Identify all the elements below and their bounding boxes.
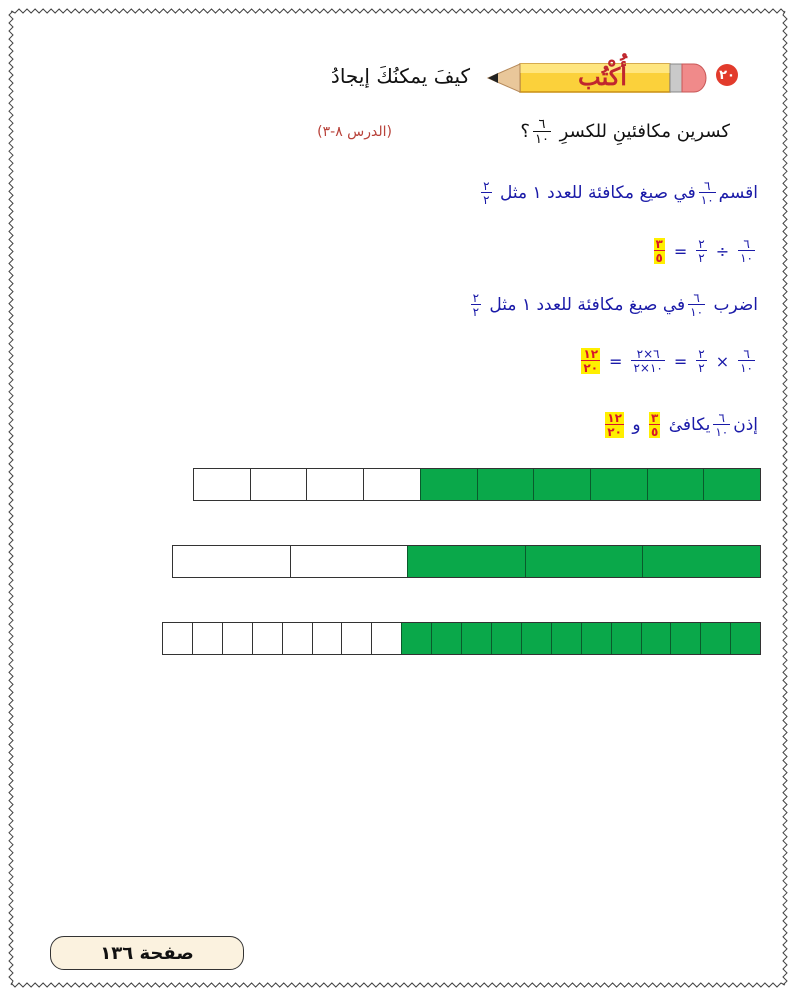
fraction-numerator: ٦ [718,411,725,425]
unshaded-part [290,546,408,577]
shaded-part [431,623,461,654]
fraction-numerator: ٦×٢ [636,347,660,361]
equivalent-fraction-1 [649,412,660,438]
unshaded-part [312,623,342,654]
question-line-1: كيفَ يمكنُكَ إيجادُ [330,64,470,88]
product-fraction [631,348,664,374]
factor-fraction [738,348,755,374]
shaded-part [521,623,551,654]
fraction-bar-twentieths [162,622,761,655]
fraction-numerator: ٢ [698,347,705,361]
unshaded-part [173,546,290,577]
question-mark: ؟ [520,121,530,142]
fraction-denominator: ٢٠ [583,361,599,375]
fraction-denominator: ٥ [650,425,659,439]
unshaded-part [282,623,312,654]
shaded-part [551,623,581,654]
unshaded-part [192,623,222,654]
shaded-part [581,623,611,654]
dividend-fraction [738,238,755,264]
fraction-numerator: ١٢ [607,411,622,425]
multiply-word: اضرب [713,295,758,315]
multiply-unit-fraction [471,292,481,318]
question-number: ٢٠ [719,67,735,83]
unshaded-part [222,623,252,654]
fraction-denominator: ١٠ [700,193,714,207]
shaded-part [533,469,590,500]
shaded-part [703,469,760,500]
divide-text: في صيغ مكافئة للعدد ١ مثل [500,183,696,203]
unshaded-part [252,623,282,654]
lesson-reference: (الدرس ٨-٣) [317,124,392,140]
fraction-numerator: ٣ [655,237,663,251]
equals-sign: = [673,351,688,371]
fraction-denominator: ١٠×٢ [633,361,663,375]
multiplication-result-fraction [581,348,600,374]
fraction-numerator: ١٢ [583,347,599,361]
division-result-fraction [654,238,665,264]
shaded-part [461,623,491,654]
divide-fraction [699,180,716,206]
shaded-part [642,546,760,577]
shaded-part [670,623,700,654]
fraction-numerator: ٦ [743,347,750,361]
conclusion-fraction [713,412,730,438]
divide-unit-fraction [481,180,491,206]
unshaded-part [371,623,401,654]
shaded-part [420,469,477,500]
divide-word: اقسم [718,183,758,203]
fraction-denominator: ١٠ [740,251,753,265]
shaded-part [525,546,643,577]
fraction-denominator: ٢٠ [607,425,622,439]
write-title: أُكْتُب [578,61,627,91]
fraction-bar-fifths [172,545,761,578]
divide-instruction [478,180,758,206]
fraction-numerator: ٢ [698,237,705,251]
equals-sign: = [673,241,688,261]
shaded-part [700,623,730,654]
conclusion-word: إذن [733,415,758,435]
fraction-denominator: ٢ [698,361,705,375]
unshaded-part [250,469,307,500]
shaded-part [407,546,525,577]
unshaded-part [163,623,192,654]
divide-sign: ÷ [715,241,730,261]
equals-sign: = [609,351,623,371]
fraction-numerator: ٦ [743,237,750,251]
multiply-sign: × [715,351,730,371]
and-word: و [632,415,641,435]
fraction-denominator: ١٠ [690,305,704,319]
fraction-bar-tenths [193,468,761,501]
shaded-part [590,469,647,500]
question-number-badge [716,64,738,86]
shaded-part [611,623,641,654]
division-equation [651,238,758,264]
fraction-numerator: ٢ [472,291,480,305]
fraction-numerator: ٦ [693,291,700,305]
fraction-denominator: ٢ [698,251,705,265]
conclusion [602,412,758,438]
unshaded-part [363,469,420,500]
question-fraction [533,118,551,146]
equivalent-fraction-2 [605,412,624,438]
unshaded-part [194,469,250,500]
multiply-fraction [688,292,705,318]
question-text: كسرين مكافئينِ للكسرِ [559,121,730,142]
fraction-denominator: ٥ [655,251,663,265]
fraction-denominator: ١٠ [715,425,729,439]
shaded-part [641,623,671,654]
divisor-fraction [696,238,706,264]
fraction-denominator: ١٠ [534,132,549,147]
page-number: صفحة ١٣٦ [50,936,244,970]
fraction-numerator: ٢ [483,179,490,193]
equivalent-word: يكافئ [668,415,711,435]
unshaded-part [306,469,363,500]
fraction-denominator: ٢ [472,305,480,319]
multiply-text: في صيغ مكافئة للعدد ١ مثل [489,295,686,315]
shaded-part [730,623,760,654]
shaded-part [491,623,521,654]
fraction-numerator: ٦ [703,179,711,193]
multiplication-equation [578,348,758,374]
shaded-part [477,469,534,500]
fraction-numerator: ٦ [538,117,546,132]
unshaded-part [341,623,371,654]
shaded-part [647,469,704,500]
factor-unit-fraction [696,348,706,374]
multiply-instruction [468,292,758,318]
fraction-numerator: ٣ [650,411,659,425]
shaded-part [401,623,431,654]
question-line-2 [520,118,730,146]
fraction-denominator: ٢ [483,193,490,207]
fraction-denominator: ١٠ [740,361,753,375]
